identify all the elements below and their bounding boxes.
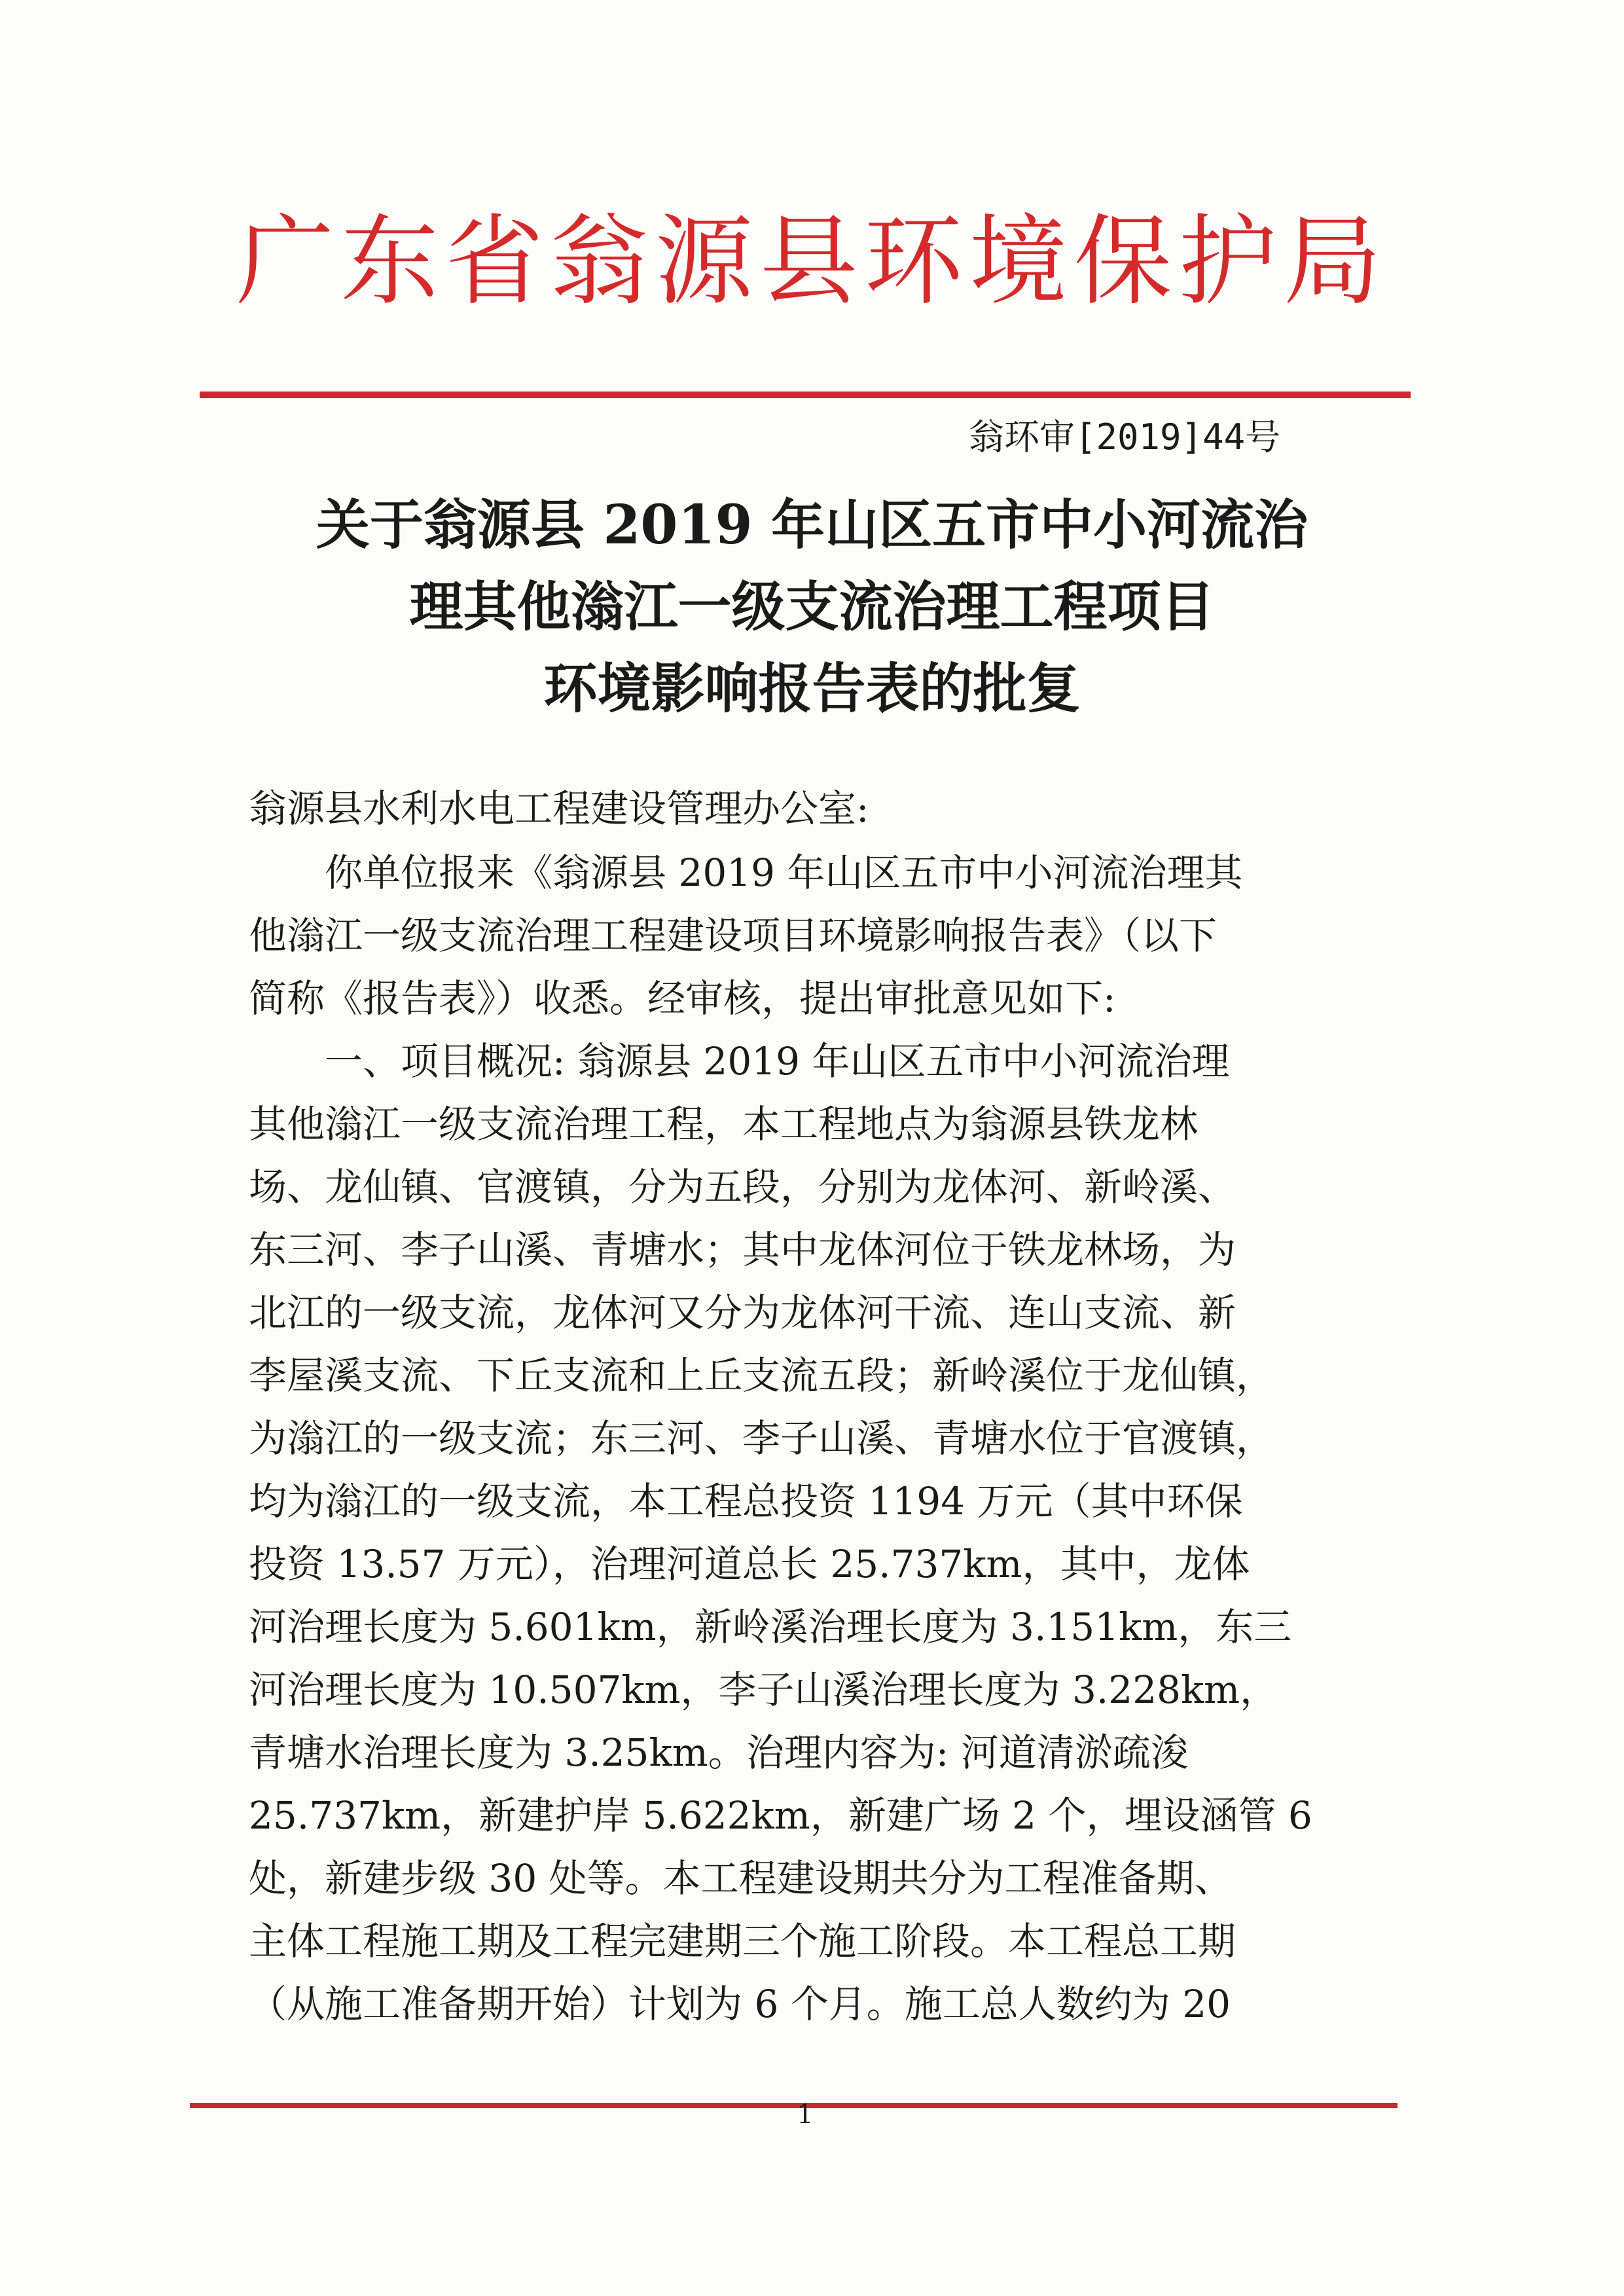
body-line: 一、项目概况: 翁源县 2019 年山区五市中小河流治理 [249,1039,1230,1084]
body-line: 均为滃江的一级支流，本工程总投资 1194 万元（其中环保 [249,1479,1243,1523]
page-number: 1 [797,2100,814,2130]
organization-header: 广东省翁源县环境保护局 [236,205,1388,319]
body-line: 东三河、李子山溪、青塘水；其中龙体河位于铁龙林场，为 [249,1228,1236,1272]
body-line: 河治理长度为 5.601km，新岭溪治理长度为 3.151km，东三 [249,1605,1292,1649]
body-line: 他滃江一级支流治理工程建设项目环境影响报告表》（以下 [249,913,1218,958]
body-line: 青塘水治理长度为 3.25km。治理内容为: 河道清淤疏浚 [249,1730,1189,1775]
body-line: 25.737km，新建护岸 5.622km，新建广场 2 个，埋设涵管 6 [249,1793,1312,1838]
header-red-rule [200,392,1411,398]
title-line-1: 关于翁源县 2019 年山区五市中小河流治 [316,494,1308,556]
body-line: 投资 13.57 万元），治理河道总长 25.737km，其中，龙体 [249,1542,1250,1586]
body-line: 处，新建步级 30 处等。本工程建设期共分为工程准备期、 [249,1856,1233,1901]
document-title [0,484,1624,730]
title-line-2: 理其他滃江一级支流治理工程项目 [409,575,1215,638]
body-line: 主体工程施工期及工程完建期三个施工阶段。本工程总工期 [249,1919,1236,1963]
body-line: 李屋溪支流、下丘支流和上丘支流五段；新岭溪位于龙仙镇， [249,1353,1274,1398]
body-line: 简称《报告表》）收悉。经审核，提出审批意见如下: [249,976,1116,1021]
document-number: 翁环审[2019]44号 [969,416,1281,458]
body-text [249,841,1375,2035]
title-line-3: 环境影响报告表的批复 [543,657,1081,720]
addressee: 翁源县水利水电工程建设管理办公室: [249,786,869,831]
body-line: 你单位报来《翁源县 2019 年山区五市中小河流治理其 [249,850,1243,895]
body-line: 河治理长度为 10.507km，李子山溪治理长度为 3.228km， [249,1667,1278,1712]
body-line: 其他滃江一级支流治理工程，本工程地点为翁源县铁龙林 [249,1102,1199,1146]
body-line: 北江的一级支流，龙体河又分为龙体河干流、连山支流、新 [249,1290,1236,1335]
body-line: 为滃江的一级支流；东三河、李子山溪、青塘水位于官渡镇， [249,1416,1274,1461]
body-line: （从施工准备期开始）计划为 6 个月。施工总人数约为 20 [249,1982,1231,2026]
body-line: 场、龙仙镇、官渡镇，分为五段，分别为龙体河、新岭溪、 [249,1165,1236,1209]
